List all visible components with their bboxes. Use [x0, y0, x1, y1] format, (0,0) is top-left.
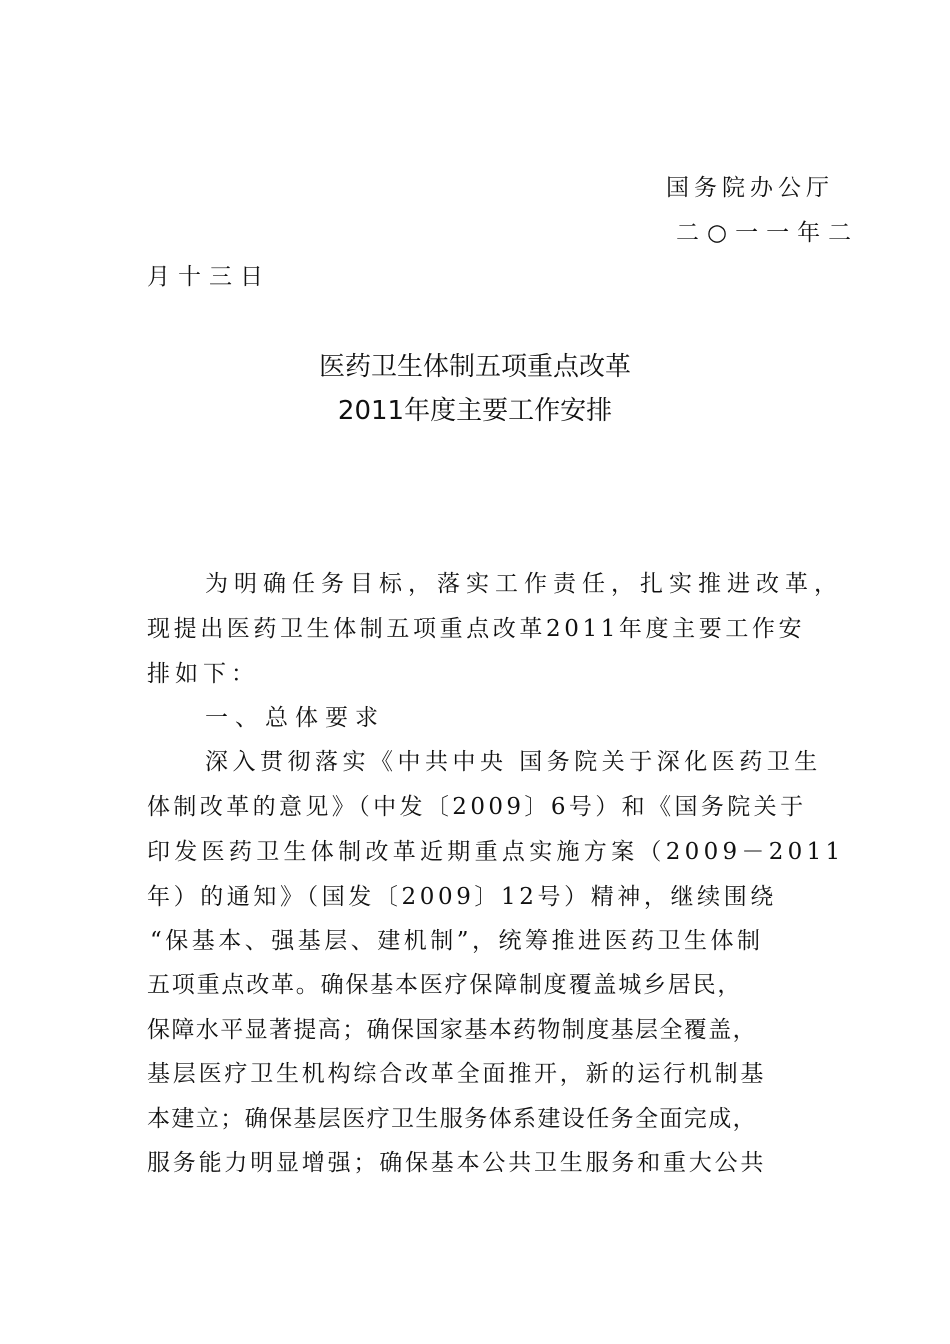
section-line: 基层医疗卫生机构综合改革全面推开，新的运行机制基 [147, 1061, 767, 1087]
section-line: 服务能力明显增强；确保基本公共卫生服务和重大公共 [147, 1150, 767, 1176]
section-line: 五项重点改革。确保基本医疗保障制度覆盖城乡居民， [147, 972, 743, 998]
section-line: 深入贯彻落实《中共中央 国务院关于深化医药卫生 [205, 749, 822, 775]
section-line: 印发医药卫生体制改革近期重点实施方案（2009－2011 [147, 839, 845, 865]
section-line: 年）的通知》（国发〔2009〕12号）精神，继续围绕 [147, 884, 777, 910]
intro-line: 排如下： [147, 661, 259, 687]
section-line: 体制改革的意见》（中发〔2009〕6号）和《国务院关于 [147, 794, 807, 820]
section-line: “保基本、强基层、建机制”，统筹推进医药卫生体制 [150, 928, 764, 954]
intro-line: 为明确任务目标，落实工作责任，扎实推进改革， [205, 571, 843, 597]
intro-line: 现提出医药卫生体制五项重点改革2011年度主要工作安 [147, 616, 806, 642]
section-line: 本建立；确保基层医疗卫生服务体系建设任务全面完成， [147, 1106, 757, 1132]
issue-date-part1: 二○一一年二 [676, 220, 860, 246]
issue-date-part2: 月十三日 [147, 264, 271, 290]
document-title-line2: 2011年度主要工作安排 [337, 396, 613, 426]
document-title-line1: 医药卫生体制五项重点改革 [318, 352, 631, 382]
section-heading: 一、总体要求 [205, 705, 385, 731]
issuer-name: 国务院办公厅 [666, 175, 834, 201]
section-line: 保障水平显著提高；确保国家基本药物制度基层全覆盖， [147, 1017, 757, 1043]
